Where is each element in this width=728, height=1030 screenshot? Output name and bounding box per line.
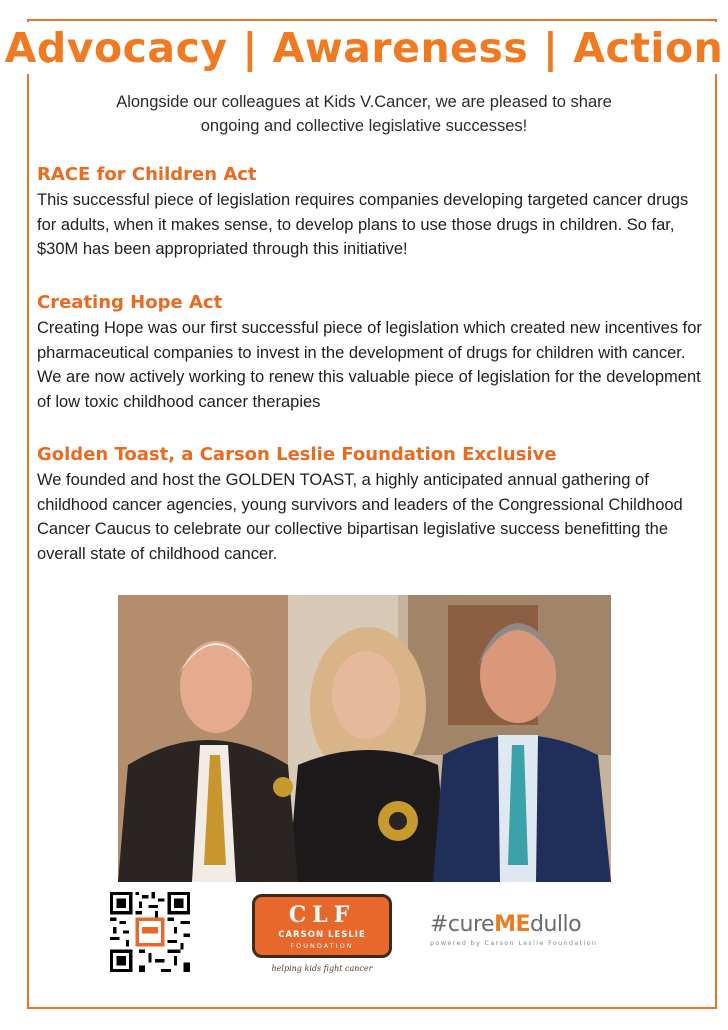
section-body: Creating Hope was our first successful piece of legislation which created new incentives for pharmaceutical companies to invest in the development of drugs for children with cancer. We are now actively working to renew this valuable piece of legislation for the development of low toxic childhood cancer therapies — [37, 319, 702, 411]
intro-line-2: ongoing and collective legislative successes! — [200, 117, 528, 135]
page-title: Advocacy | Awareness | Action — [0, 22, 728, 74]
section-creating-hope — [37, 290, 702, 414]
clf-logo-badge — [252, 894, 392, 958]
section-heading: RACE for Children Act — [37, 164, 257, 185]
intro-line-1: Alongside our colleagues at Kids V.Cancer, we are pleased to share — [116, 93, 612, 111]
curemedullo-subtitle: powered by Carson Leslie Foundation — [430, 939, 598, 947]
cure-me: ME — [494, 912, 530, 937]
qr-code[interactable] — [110, 892, 190, 972]
event-photo — [118, 595, 611, 882]
clf-foundation: FOUNDATION — [290, 942, 354, 950]
clf-tagline: helping kids fight cancer — [271, 964, 373, 973]
clf-name: CARSON LESLIE — [278, 930, 366, 940]
cure-suffix: dullo — [530, 912, 582, 937]
section-body: This successful piece of legislation requires companies developing targeted cancer drugs for adults, when it makes sense, to develop plans to use those drugs in children. So far, $30M has been appropriated through this initiative! — [37, 191, 689, 258]
clf-logo — [252, 894, 392, 978]
clf-letters: CLF — [288, 902, 356, 928]
section-body: We founded and host the GOLDEN TOAST, a highly anticipated annual gathering of childhood cancer agencies, young survivors and leaders of the Congressional Childhood Cancer Caucus to celebrate our collective bipartisan legislative success benefitting the overall state of childhood cancer. — [37, 471, 683, 563]
curemedullo-logo — [430, 912, 630, 952]
curemedullo-wordmark — [430, 912, 630, 938]
cure-prefix: #cure — [430, 912, 495, 937]
section-heading: Creating Hope Act — [37, 292, 223, 313]
intro-text — [60, 90, 668, 138]
section-golden-toast — [37, 442, 702, 566]
section-race-act — [37, 162, 702, 262]
section-heading: Golden Toast, a Carson Leslie Foundation Exclusive — [37, 444, 557, 465]
